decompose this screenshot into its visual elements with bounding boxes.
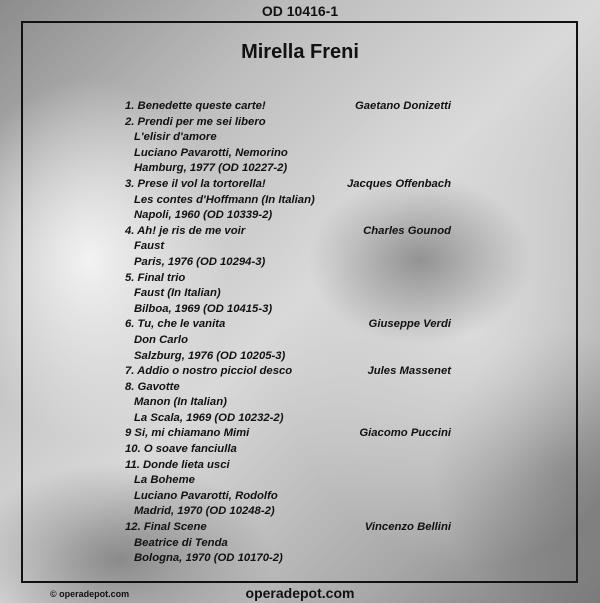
- composer-name: Jacques Offenbach: [346, 177, 451, 190]
- track-detail-line: [125, 130, 451, 146]
- track-detail-line: [125, 489, 451, 505]
- track-text: Luciano Pavarotti, Nemorino: [134, 146, 288, 159]
- track-detail-line: [125, 146, 451, 162]
- track-text: 3. Prese il vol la tortorella!: [125, 177, 266, 190]
- copyright-notice: © operadepot.com: [50, 589, 130, 599]
- track-text: Napoli, 1960 (OD 10339-2): [134, 209, 273, 222]
- track-title-line: [125, 99, 451, 115]
- track-text: Les contes d'Hoffmann (In Italian): [134, 193, 315, 206]
- track-text: 1. Benedette queste carte!: [125, 100, 266, 112]
- track-text: Faust: [134, 240, 165, 253]
- website-label: operadepot.com: [245, 585, 355, 601]
- track-detail-line: [125, 239, 451, 255]
- catalog-number: OD 10416-1: [261, 3, 339, 19]
- track-detail-line: [125, 411, 451, 427]
- track-text: Luciano Pavarotti, Rodolfo: [134, 489, 278, 502]
- track-detail-line: [125, 333, 451, 349]
- track-detail-line: [125, 193, 451, 209]
- track-title-line: [125, 115, 451, 131]
- track-title-line: [125, 380, 451, 396]
- track-text: La Boheme: [134, 474, 195, 487]
- composer-name: Jules Massenet: [367, 365, 451, 378]
- track-text: Bilboa, 1969 (OD 10415-3): [134, 302, 273, 315]
- track-text: 9 Si, mi chiamano Mimi: [125, 427, 250, 440]
- track-detail-line: [125, 349, 451, 365]
- track-text: L'elisir d'amore: [134, 131, 217, 144]
- album-title: Mirella Freni: [241, 41, 359, 63]
- track-text: 7. Addio o nostro picciol desco: [125, 365, 293, 378]
- track-text: Manon (In Italian): [134, 396, 227, 409]
- track-detail-line: [125, 551, 451, 567]
- track-text: 5. Final trio: [125, 271, 186, 284]
- track-title-line: [125, 426, 451, 442]
- track-detail-line: [125, 504, 451, 520]
- track-detail-line: [125, 302, 451, 318]
- track-title-line: [125, 520, 451, 536]
- track-detail-line: [125, 161, 451, 177]
- track-detail-line: [125, 536, 451, 552]
- track-text: 6. Tu, che le vanita: [125, 318, 226, 331]
- track-text: Don Carlo: [134, 333, 188, 346]
- track-text: 8. Gavotte: [125, 380, 180, 393]
- composer-name: Giacomo Puccini: [359, 427, 451, 440]
- track-text: Paris, 1976 (OD 10294-3): [134, 255, 266, 268]
- track-text: 10. O soave fanciulla: [125, 443, 237, 456]
- track-text: 4. Ah! je ris de me voir: [125, 224, 246, 237]
- track-title-line: [125, 442, 451, 458]
- track-detail-line: [125, 208, 451, 224]
- track-title-line: [125, 317, 451, 333]
- track-detail-line: [125, 286, 451, 302]
- track-title-line: [125, 271, 451, 287]
- track-list: [125, 99, 451, 567]
- track-text: Madrid, 1970 (OD 10248-2): [134, 505, 275, 518]
- track-title-line: [125, 224, 451, 240]
- composer-name: Vincenzo Bellini: [364, 521, 451, 534]
- track-text: 12. Final Scene: [125, 521, 207, 534]
- track-text: La Scala, 1969 (OD 10232-2): [134, 411, 284, 424]
- track-detail-line: [125, 255, 451, 271]
- track-title-line: [125, 364, 451, 380]
- composer-name: Gaetano Donizetti: [354, 100, 451, 112]
- track-text: Faust (In Italian): [134, 287, 221, 300]
- composer-name: Charles Gounod: [363, 224, 451, 237]
- track-text: Bologna, 1970 (OD 10170-2): [134, 552, 283, 565]
- track-title-line: [125, 458, 451, 474]
- track-title-line: [125, 177, 451, 193]
- composer-name: Giuseppe Verdi: [368, 318, 451, 331]
- track-text: 11. Donde lieta usci: [125, 458, 230, 471]
- track-detail-line: [125, 395, 451, 411]
- track-text: Beatrice di Tenda: [134, 536, 228, 549]
- track-text: Salzburg, 1976 (OD 10205-3): [134, 349, 286, 362]
- track-text: 2. Prendi per me sei libero: [125, 115, 266, 128]
- track-detail-line: [125, 473, 451, 489]
- track-text: Hamburg, 1977 (OD 10227-2): [134, 162, 288, 175]
